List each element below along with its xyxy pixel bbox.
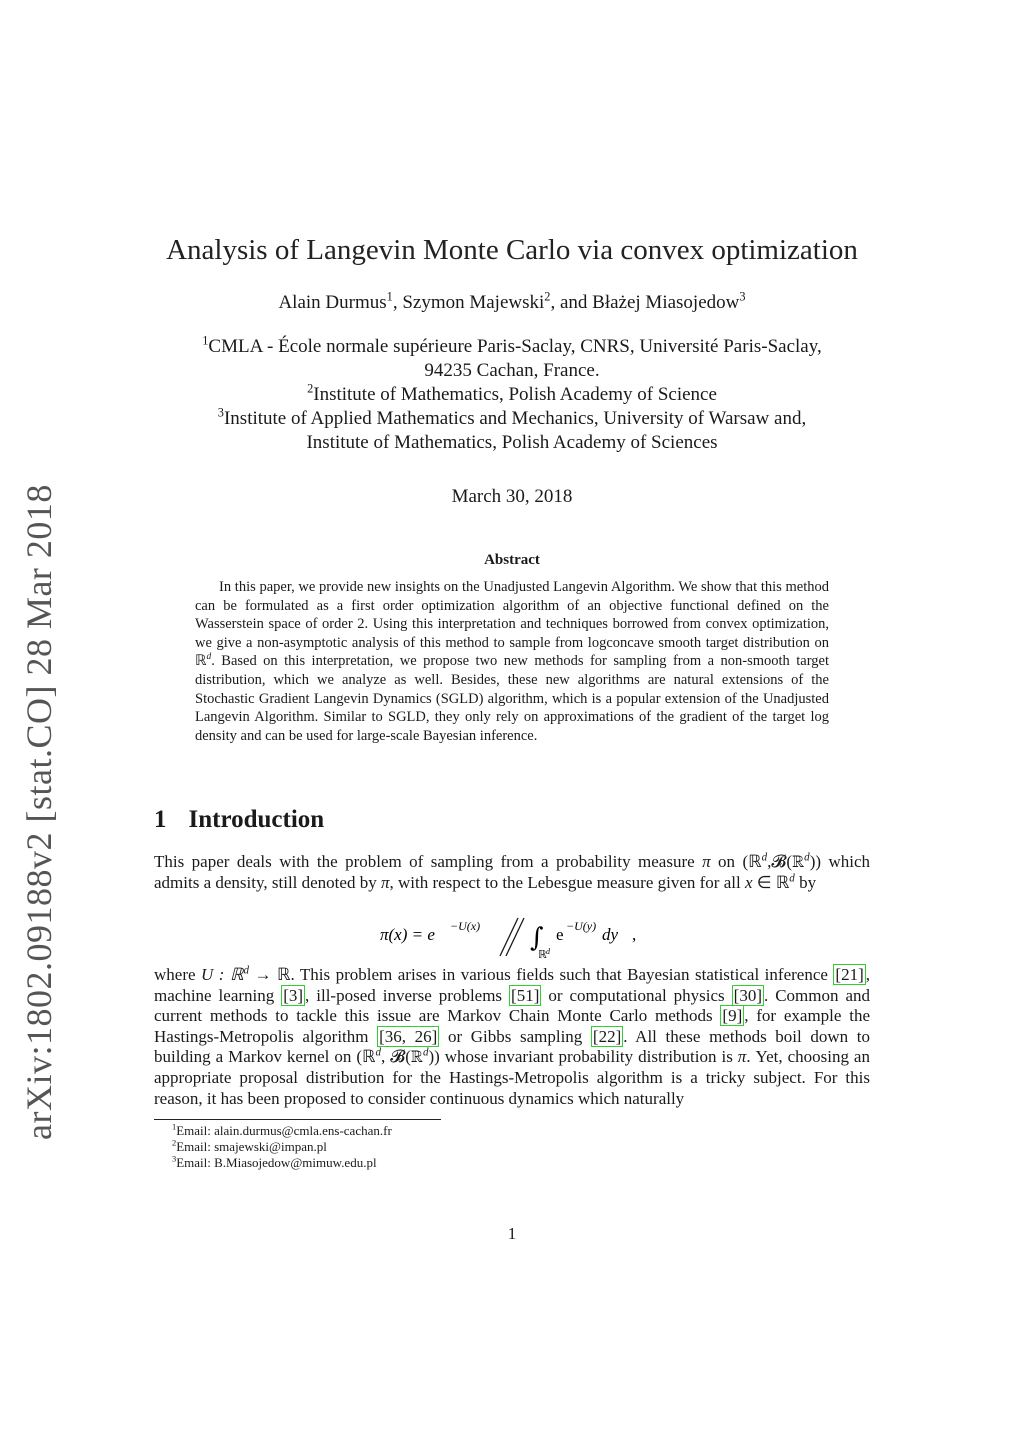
math-symbol: π (702, 852, 711, 871)
math-symbol: U : ℝ (201, 965, 244, 984)
body-text: . All these methods boil down to building a Markov kernel on ( (154, 1026, 870, 1067)
equation-lhs-exponent: −U(x) (450, 919, 481, 933)
equation-rhs-exponent: −U(y) (566, 919, 597, 933)
section-heading (154, 806, 324, 834)
affiliation-line (0, 383, 1024, 407)
citation-link[interactable]: [21] (835, 965, 864, 984)
affiliation-mark: 1 (202, 333, 209, 348)
body-text: . Common and current methods to tackle this issue are Markov Chain Monte Carlo methods (154, 985, 870, 1026)
affiliation-list (0, 335, 1024, 455)
publication-date: March 30, 2018 (451, 486, 573, 507)
author-name: Błażej Miasojedow (592, 292, 740, 313)
math-symbol: ℝ (775, 872, 790, 892)
author-separator: , and (550, 292, 593, 313)
body-text: whose invariant probability distribution is (439, 1047, 738, 1067)
body-paragraph (154, 965, 870, 1109)
math-exponent: d (789, 871, 795, 884)
footnote (172, 1155, 392, 1171)
math-symbol: ℝ (748, 852, 762, 871)
author-list (0, 289, 1024, 314)
footnote-text: Email: B.Miasojedow@mimuw.edu.pl (176, 1155, 377, 1170)
footnote-text: Email: alain.durmus@cmla.ens-cachan.fr (176, 1123, 392, 1138)
integral-domain: ℝ (538, 949, 547, 961)
footnote (172, 1139, 392, 1155)
footnote (172, 1123, 392, 1139)
math-exponent: d (243, 964, 249, 977)
display-equation (380, 916, 680, 960)
footnote-text: Email: smajewski@impan.pl (176, 1139, 327, 1154)
abstract-heading: Abstract (484, 552, 540, 568)
math-exponent: d (804, 851, 810, 864)
section-number: 1 (154, 806, 167, 833)
equation-lhs: π(x) = e (380, 925, 435, 944)
body-text: by (794, 872, 817, 892)
affiliation-text: Institute of Mathematics, Polish Academy of Science (313, 384, 717, 405)
math-symbol: , (767, 852, 772, 871)
math-symbol: , 𝓑(ℝ (381, 1047, 423, 1067)
arxiv-identifier-stamp: arXiv:1802.09188v2 [stat.CO] 28 Mar 2018 (19, 484, 59, 1140)
affiliation-line: Institute of Mathematics, Polish Academy of Sciences (306, 432, 718, 453)
body-text: or Gibbs sampling (439, 1026, 591, 1046)
author-name: Szymon Majewski (402, 292, 545, 313)
affiliation-text: Institute of Applied Mathematics and Mechanics, University of Warsaw and, (223, 408, 807, 429)
math-symbol: x (744, 872, 753, 892)
citation-link[interactable]: [3] (283, 985, 304, 1005)
footnote-mark: 2 (172, 1137, 177, 1148)
citation-link[interactable]: [51] (511, 985, 540, 1005)
footnote-mark: 3 (172, 1153, 177, 1164)
math-exponent: d (422, 1046, 429, 1059)
equation-trailing-punctuation: , (632, 925, 637, 944)
citation-link[interactable]: [22] (592, 1026, 622, 1046)
equation-figure (380, 916, 680, 960)
integral-domain-exponent: d (546, 947, 550, 956)
citation-link[interactable]: [9] (722, 1006, 743, 1026)
abstract-text: In this paper, we provide new insights on the Unadjusted Langevin Algorithm. We show that this method can be formulated as a first order optimization algorithm of an objective functional defined on the Wasserstein space of order 2. Using this interpretation and techniques borrowed from convex optimization, we give a non-asymptotic analysis of this method to sample from logconcave smooth target distribution on (195, 579, 829, 651)
equation-rhs: e (556, 925, 564, 944)
math-symbol: ( (786, 852, 793, 871)
body-text: which admits a density, still denoted by (154, 852, 870, 892)
math-symbol: π (380, 872, 390, 892)
author-separator: , (392, 292, 403, 313)
author-affiliation-mark: 3 (739, 289, 746, 304)
affiliation-line (0, 407, 1024, 431)
page-number: 1 (507, 1224, 517, 1243)
abstract-text: . Based on this interpretation, we propose two new methods for sampling from a non-smooth target distribution, which we analyze as well. Besides, these new algorithms are natural extensions of the Stochastic Gradient Langevin Dynamics (SGLD) algorithm, which is a popular extension of the Unadjusted Langevin Algorithm. Similar to SGLD, they only rely on approximations of the gradient of the target log density and can be used for large-scale Bayesian inference. (195, 653, 829, 744)
affiliation-mark: 3 (217, 405, 224, 420)
body-text: . Yet, choosing an appropriate proposal distribution for the Hastings-Metropolis algorithm is a tricky subject. For this reason, it has been proposed to consider continuous dynamics which naturally (154, 1047, 870, 1108)
footnote-mark: 1 (172, 1121, 177, 1132)
math-exponent: d (375, 1046, 381, 1059)
abstract-body (195, 578, 829, 745)
equation-differential: dy (602, 925, 619, 944)
math-exponent: d (206, 652, 212, 663)
body-text: . This problem arises in various fields such that Bayesian statistical inference (290, 965, 834, 984)
author-affiliation-mark: 2 (544, 289, 551, 304)
citation-link[interactable]: [36, 26] (379, 1026, 438, 1046)
author-name: Alain Durmus (278, 292, 387, 313)
footnote-divider (154, 1119, 441, 1120)
author-affiliation-mark: 1 (386, 289, 393, 304)
body-text: This paper deals with the problem of sampling from a probability measure (154, 852, 703, 871)
body-text: , ill-posed inverse problems (305, 985, 510, 1005)
footnote-list (172, 1123, 392, 1171)
citation-link[interactable]: [30] (733, 985, 762, 1005)
integral-sign: ∫ (530, 923, 544, 953)
math-symbol: → ℝ (248, 965, 291, 984)
affiliation-mark: 2 (307, 381, 314, 396)
math-symbol: )) (428, 1047, 440, 1067)
body-text: on ( (710, 852, 749, 871)
math-symbol: ∈ (752, 872, 776, 892)
body-text: , with respect to the Lebesgue measure given for all (389, 872, 745, 892)
math-symbol: ℝ (792, 852, 805, 871)
body-paragraph (154, 852, 870, 893)
paper-title: Analysis of Langevin Monte Carlo via convex optimization (166, 234, 858, 266)
math-symbol: )) (809, 852, 822, 871)
affiliation-line (0, 335, 1024, 359)
section-title: Introduction (188, 806, 325, 833)
body-text: , machine learning (154, 965, 870, 1005)
math-symbol: ℝ (362, 1047, 376, 1067)
body-text: where (154, 965, 202, 984)
body-text: or computational physics (541, 985, 732, 1005)
affiliation-text: CMLA - École normale supérieure Paris-Saclay, CNRS, Université Paris-Saclay, (208, 336, 822, 357)
math-symbol: 𝓑 (771, 852, 787, 871)
math-symbol: ℝ (195, 653, 207, 670)
body-text: , for example the Hastings-Metropolis algorithm (154, 1006, 870, 1046)
affiliation-line: 94235 Cachan, France. (424, 360, 600, 381)
math-symbol: π (737, 1047, 747, 1067)
math-exponent: d (761, 851, 768, 864)
